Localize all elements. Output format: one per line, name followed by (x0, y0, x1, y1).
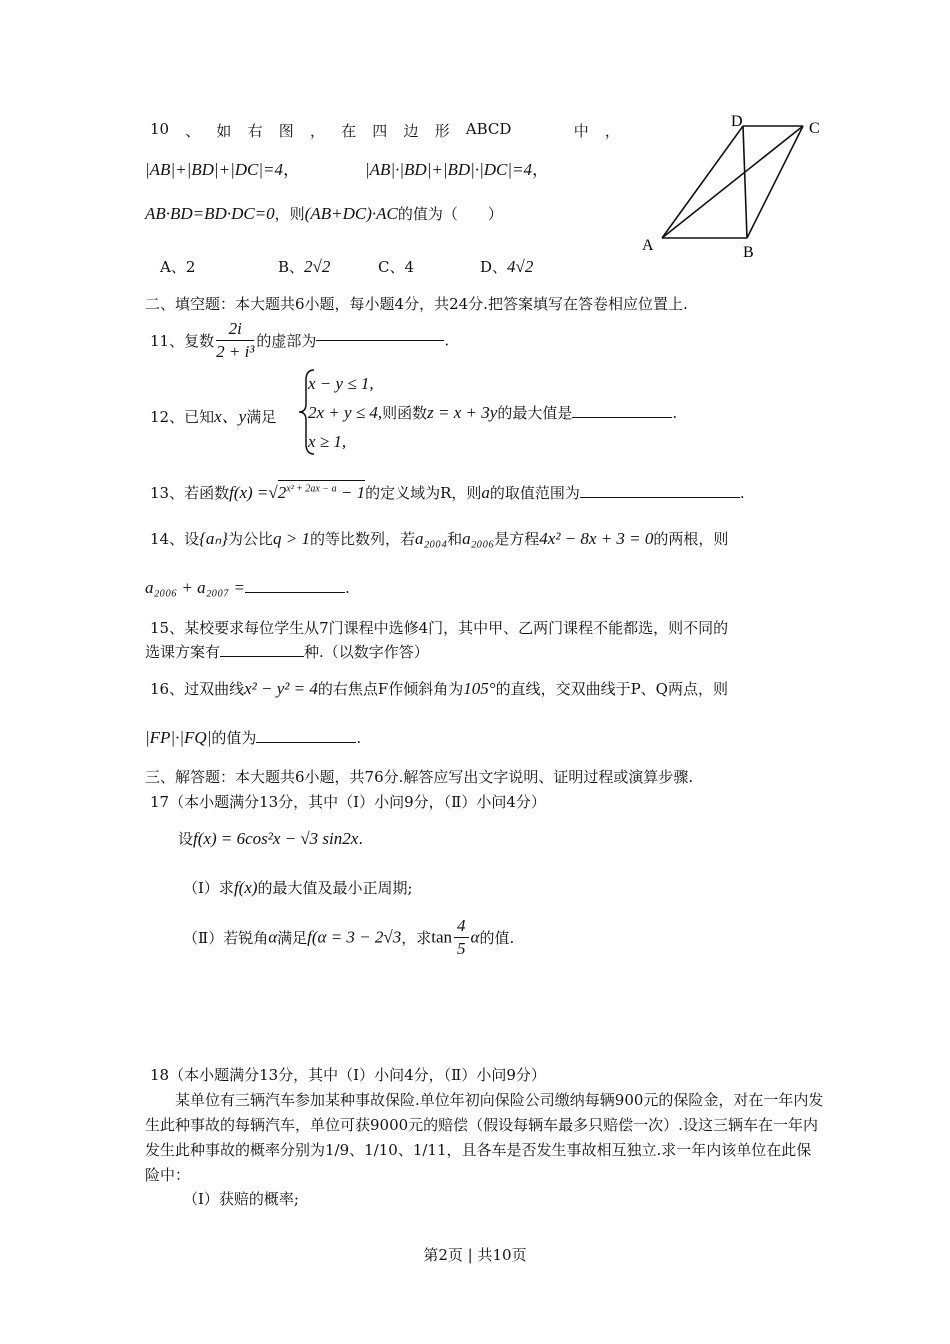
q10-word: 四 (372, 122, 388, 140)
q10-option-a: A、2 (160, 258, 196, 276)
label-a: A (642, 237, 654, 254)
q10-question-expr: (AB+DC)·AC (304, 204, 398, 223)
q18-header: 18（本小题满分13分，其中（Ⅰ）小问4分，（Ⅱ）小问9分） (150, 1066, 546, 1084)
q12-prefix: 12、已知x、y满足 (150, 407, 277, 426)
edge-bc (747, 126, 803, 238)
label-d: D (731, 113, 743, 130)
q17-part-2: （Ⅱ）若锐角α满足f(α = 3 − 2√3，求tan $\frac{4}{5}$ α的值. (183, 916, 515, 958)
q10-word: ABCD (465, 120, 512, 138)
edge-da (662, 126, 743, 238)
q12-ineq-2-line: 2x + y ≤ 4,则函数z = x + 3y的最大值是 . (308, 403, 678, 422)
q11: 11、复数 $\frac{2i}{\text{2 + i³}}$ 的虚部为 . (150, 319, 450, 361)
q10-word: 图 (278, 122, 294, 140)
q10-option-d: D、4√2 (480, 257, 534, 276)
q17-definition: 设f(x) = 6cos²x − √3 sin2x. (178, 829, 364, 848)
label-b: B (743, 244, 754, 261)
q10-word: 中 (573, 122, 589, 140)
q16-line-2: |FP|·|FQ|的值为 . (145, 728, 362, 747)
q18-part-1: （Ⅰ）获赔的概率; (183, 1190, 299, 1208)
section3-heading: 三、解答题：本大题共6小题，共76分.解答应写出文字说明、证明过程或演算步骤. (145, 768, 694, 786)
diagonal-bd (743, 126, 747, 238)
q12-ineq-3: x ≥ 1, (308, 432, 347, 451)
q10-word: 右 (247, 122, 263, 140)
q15-line-1: 15、某校要求每位学生从7门课程中选修4门，其中甲、乙两门课程不能都选，则不同的 (150, 619, 729, 637)
q10-question-prefix: 则 (289, 205, 305, 223)
q16-line-1: 16、过双曲线x² − y² = 4的右焦点F作倾斜角为105°的直线，交双曲线于P、Q两点，则 (150, 679, 728, 698)
q14-line-2: a₂₀₀₆ + a₂₀₀₇ = . (145, 578, 350, 597)
q18-body: 某单位有三辆汽车参加某种事故保险.单位年初向保险公司缴纳每辆900元的保险金，对在一年内发生此种事故的每辆汽车，单位可获9000元的赔偿（假设每辆车最多只赔偿一次）.设这三辆车在一年内发生此种事故的概率分别为1/9、1/10、1/11，且各车是否发生事故相互独立.求一年内该单位在此保险中： (145, 1091, 824, 1184)
q17-header: 17（本小题满分13分，其中（Ⅰ）小问9分，（Ⅱ）小问4分） (150, 793, 546, 811)
diagonal-ac (662, 126, 803, 238)
q10-word: 形 (434, 122, 450, 140)
q10-word: ， (604, 122, 620, 140)
q10-word: 、 (185, 122, 201, 140)
q10-option-b: B、2√2 (278, 257, 331, 276)
q10-word: 边 (403, 122, 419, 140)
q12-ineq-1: x − y ≤ 1, (308, 374, 374, 393)
q10-option-c: C、4 (378, 258, 415, 276)
q10-question-suffix: 的值为（ ） (397, 205, 503, 223)
q10-condition-2: |AB|·|BD|+|BD|·|DC|=4， (365, 160, 550, 179)
q13: 13、若函数$f(x) =√2^{x^2 + 2ax - a} - 1$的定义域为R，则a的取值范围为 . (150, 482, 745, 503)
q15-line-2: 选课方案有 种.（以数字作答） (145, 643, 429, 661)
q10-condition-1: |AB|+|BD|+|DC|=4， (145, 160, 301, 179)
q10-word: ， (309, 122, 325, 140)
page-footer: 第2页 | 共10页 (423, 1246, 527, 1264)
q10-word: 如 (216, 122, 232, 140)
q10-number: 10 (150, 120, 170, 138)
label-c: C (809, 120, 820, 137)
q14-line-1: 14、设{aₙ}为公比q > 1的等比数列，若a₂₀₀₄和a₂₀₀₆是方程4x² − 8x + 3 = 0的两根，则 (150, 529, 729, 548)
q10-intro-line (150, 120, 620, 141)
q17-part-1: （Ⅰ）求f(x)的最大值及最小正周期; (183, 878, 413, 897)
q10-condition-3: AB·BD=BD·DC=0 (145, 204, 275, 223)
q10-word: 在 (341, 122, 357, 140)
section2-heading: 二、填空题：本大题共6小题，每小题4分，共24分.把答案填写在答卷相应位置上. (145, 295, 688, 313)
quadrilateral-figure (635, 110, 830, 270)
q10-condition-line: AB·BD=BD·DC=0，则(AB+DC)·AC的值为（ ） (145, 204, 503, 223)
